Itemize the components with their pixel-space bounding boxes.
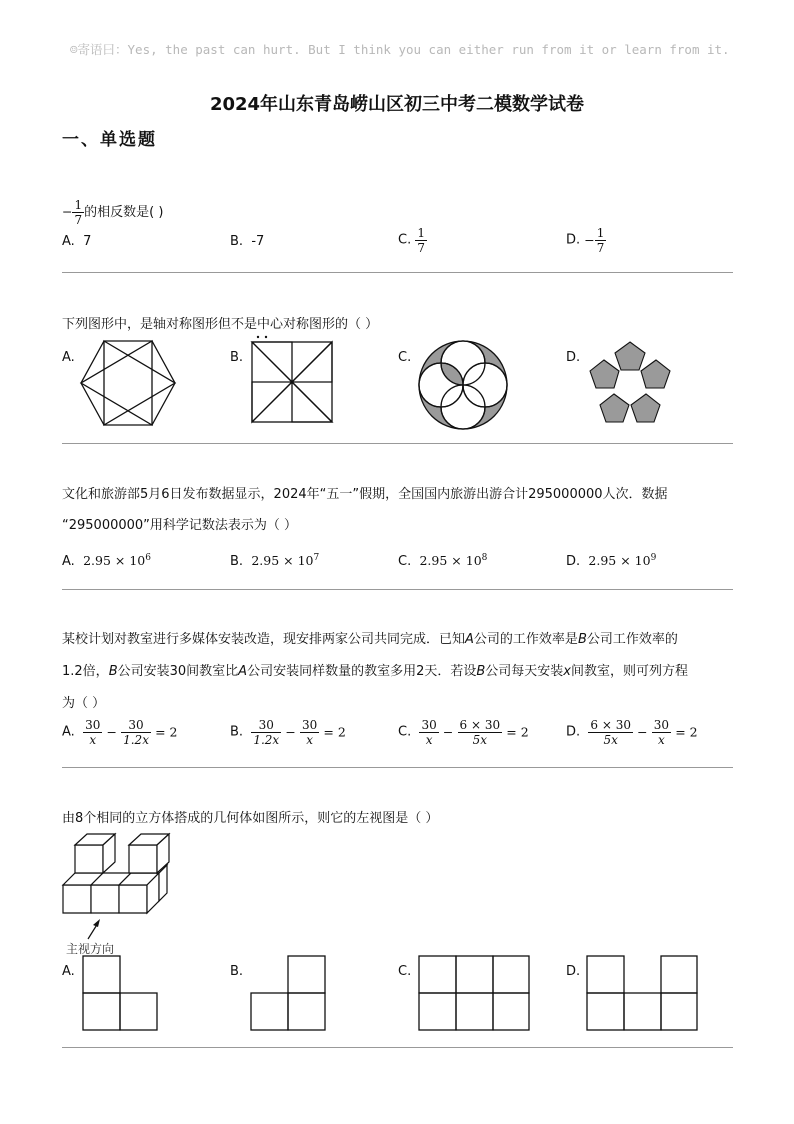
q3-stem-line1: 文化和旅游部5月6日发布数据显示，2024年“五一”假期，全国国内旅游出游合计295000000人次．数据 bbox=[62, 487, 668, 502]
q5-stem: 由8个相同的立方体搭成的几何体如图所示，则它的左视图是（ ） bbox=[62, 811, 439, 826]
q5-view-direction-label: 主视方向 bbox=[66, 942, 115, 956]
q3-option-c[interactable]: C. $2.95 \times 10^8$ bbox=[398, 553, 488, 570]
q1-option-b[interactable]: B. -7 bbox=[230, 234, 265, 249]
q4-option-c[interactable]: C. $\frac{30}{x}$ − $\frac{6 \times 30}{5x}$ = 2 bbox=[398, 718, 529, 747]
q2-pentagon-ring-figure[interactable] bbox=[586, 340, 674, 426]
q3-option-d[interactable]: D. $2.95 \times 10^9$ bbox=[566, 553, 657, 570]
q2-hexagon-figure[interactable] bbox=[80, 340, 176, 426]
divider bbox=[62, 1047, 733, 1048]
page-title: 2024年山东青岛崂山区初三中考二模数学试卷 bbox=[209, 94, 585, 115]
q2-stem: 下列图形中，是轴对称图形但不是中心对称图形的（ ） bbox=[62, 317, 379, 332]
q1-stem-text: 的相反数是( ) bbox=[84, 205, 164, 220]
q2-circle-petal-figure[interactable] bbox=[418, 340, 508, 430]
motto-text: ☺寄语曰：Yes, the past can hurt. But I think you can either run from it or learn from it. bbox=[70, 42, 730, 57]
q1-stem bbox=[62, 198, 163, 227]
q4-option-a[interactable]: A. $\frac{30}{x}$ − $\frac{30}{1.2x}$ = 2 bbox=[62, 718, 178, 747]
divider bbox=[62, 767, 733, 768]
q4-option-b[interactable]: B. $\frac{30}{1.2x}$ − $\frac{30}{x}$ = 2 bbox=[230, 718, 346, 747]
divider bbox=[62, 272, 733, 273]
q5-option-c-figure[interactable] bbox=[418, 955, 530, 1031]
q1-option-d[interactable]: D. − $\frac{1}{7}$ bbox=[566, 226, 605, 255]
q2-option-c-label[interactable]: C. bbox=[398, 350, 412, 365]
q4-option-d[interactable]: D. $\frac{6 \times 30}{5x}$ − $\frac{30}{x}$ = 2 bbox=[566, 718, 698, 747]
section-heading: 一、单选题 bbox=[62, 130, 157, 150]
q3-option-a[interactable]: A. $2.95 \times 10^6$ bbox=[62, 553, 151, 570]
q5-option-b-label[interactable]: B. bbox=[230, 964, 244, 979]
q5-option-d-figure[interactable] bbox=[586, 955, 698, 1031]
q1-option-c[interactable]: C. $\frac{1}{7}$ bbox=[398, 226, 425, 255]
q2-option-d-label[interactable]: D. bbox=[566, 350, 581, 365]
q1-option-a[interactable]: A. 7 bbox=[62, 234, 92, 249]
divider bbox=[62, 589, 733, 590]
q2-option-a-label[interactable]: A. bbox=[62, 350, 75, 365]
q2-pinwheel-figure[interactable] bbox=[250, 336, 334, 426]
q5-option-d-label[interactable]: D. bbox=[566, 964, 581, 979]
q1-fraction: $\frac{1}{7}$ bbox=[74, 198, 83, 227]
q2-option-b-label[interactable]: B. bbox=[230, 350, 244, 365]
divider bbox=[62, 443, 733, 444]
q5-option-b-figure[interactable] bbox=[250, 955, 326, 1031]
q4-stem-line1: 某校计划对教室进行多媒体安装改造，现安排两家公司共同完成．已知A公司的工作效率是B公司工作效率的 bbox=[62, 632, 678, 647]
q5-option-a-label[interactable]: A. bbox=[62, 964, 75, 979]
q4-stem-line3: 为（ ） bbox=[62, 696, 106, 711]
q3-stem-line2: “295000000”用科学记数法表示为（ ） bbox=[62, 518, 298, 533]
q5-option-c-label[interactable]: C. bbox=[398, 964, 412, 979]
q5-option-a-figure[interactable] bbox=[82, 955, 158, 1031]
q5-cube-solid-figure bbox=[60, 833, 172, 943]
q3-option-b[interactable]: B. $2.95 \times 10^7$ bbox=[230, 553, 320, 570]
q4-stem-line2: 1.2倍，B公司安装30间教室比A公司安装同样数量的教室多用2天．若设B公司每天安装x间教室，则可列方程 bbox=[62, 664, 688, 679]
q1-minus-sign: − bbox=[62, 204, 73, 219]
